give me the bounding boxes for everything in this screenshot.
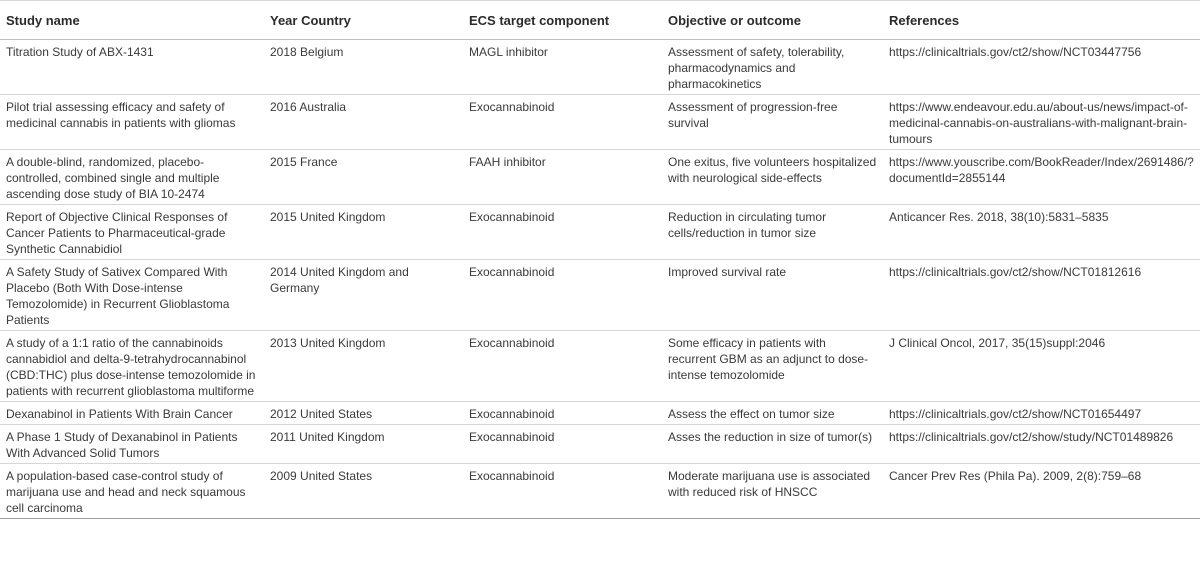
cell-ecs-target: Exocannabinoid — [463, 260, 662, 331]
cell-year-country: 2013 United Kingdom — [264, 331, 463, 402]
cell-year-country: 2015 United Kingdom — [264, 205, 463, 260]
cell-ecs-target: Exocannabinoid — [463, 402, 662, 425]
cell-study-name: Titration Study of ABX-1431 — [0, 40, 264, 95]
cell-reference: J Clinical Oncol, 2017, 35(15)suppl:2046 — [883, 331, 1200, 402]
cell-study-name: A Phase 1 Study of Dexanabinol in Patients With Advanced Solid Tumors — [0, 425, 264, 464]
cell-year-country: 2018 Belgium — [264, 40, 463, 95]
cell-reference: https://clinicaltrials.gov/ct2/show/NCT01812616 — [883, 260, 1200, 331]
header-references: References — [883, 1, 1200, 40]
cell-reference: Anticancer Res. 2018, 38(10):5831–5835 — [883, 205, 1200, 260]
cell-objective: Improved survival rate — [662, 260, 883, 331]
cell-year-country: 2016 Australia — [264, 95, 463, 150]
cell-ecs-target: Exocannabinoid — [463, 464, 662, 519]
cell-year-country: 2014 United Kingdom and Germany — [264, 260, 463, 331]
table-row — [0, 205, 1200, 260]
cell-year-country: 2011 United Kingdom — [264, 425, 463, 464]
cell-reference: https://www.youscribe.com/BookReader/Index/2691486/?documentId=2855144 — [883, 150, 1200, 205]
cell-study-name: Report of Objective Clinical Responses of Cancer Patients to Pharmaceutical-grade Synthetic Cannabidiol — [0, 205, 264, 260]
table-row — [0, 331, 1200, 402]
table-row — [0, 150, 1200, 205]
header-year-country: Year Country — [264, 1, 463, 40]
table-row — [0, 464, 1200, 519]
cell-study-name: A double-blind, randomized, placebo-controlled, combined single and multiple ascending dose study of BIA 10-2474 — [0, 150, 264, 205]
cell-reference: Cancer Prev Res (Phila Pa). 2009, 2(8):759–68 — [883, 464, 1200, 519]
cell-reference: https://www.endeavour.edu.au/about-us/news/impact-of-medicinal-cannabis-on-australians-with-malignant-brain-tumours — [883, 95, 1200, 150]
cell-objective: Reduction in circulating tumor cells/reduction in tumor size — [662, 205, 883, 260]
cell-study-name: Dexanabinol in Patients With Brain Cancer — [0, 402, 264, 425]
cell-study-name: A Safety Study of Sativex Compared With Placebo (Both With Dose-intense Temozolomide) in Recurrent Glioblastoma Patients — [0, 260, 264, 331]
cell-year-country: 2009 United States — [264, 464, 463, 519]
table-row — [0, 95, 1200, 150]
cell-ecs-target: Exocannabinoid — [463, 425, 662, 464]
cell-year-country: 2015 France — [264, 150, 463, 205]
cell-objective: Assessment of progression-free survival — [662, 95, 883, 150]
cell-year-country: 2012 United States — [264, 402, 463, 425]
cell-reference: https://clinicaltrials.gov/ct2/show/NCT03447756 — [883, 40, 1200, 95]
header-ecs-target: ECS target component — [463, 1, 662, 40]
header-row — [0, 1, 1200, 40]
table-header — [0, 1, 1200, 40]
table-row — [0, 425, 1200, 464]
header-study-name: Study name — [0, 1, 264, 40]
table-row — [0, 40, 1200, 95]
header-objective: Objective or outcome — [662, 1, 883, 40]
cell-ecs-target: MAGL inhibitor — [463, 40, 662, 95]
cell-reference: https://clinicaltrials.gov/ct2/show/study/NCT01489826 — [883, 425, 1200, 464]
cell-study-name: A study of a 1:1 ratio of the cannabinoids cannabidiol and delta-9-tetrahydrocannabinol (CBD:THC) plus dose-intense temozolomide in patients with recurrent glioblastoma multiforme — [0, 331, 264, 402]
table-row — [0, 260, 1200, 331]
cell-objective: Assess the effect on tumor size — [662, 402, 883, 425]
cell-objective: Some efficacy in patients with recurrent GBM as an adjunct to dose-intense temozolomide — [662, 331, 883, 402]
cell-study-name: Pilot trial assessing efficacy and safety of medicinal cannabis in patients with gliomas — [0, 95, 264, 150]
cell-ecs-target: FAAH inhibitor — [463, 150, 662, 205]
cell-ecs-target: Exocannabinoid — [463, 205, 662, 260]
cell-ecs-target: Exocannabinoid — [463, 95, 662, 150]
table-body — [0, 40, 1200, 519]
cell-objective: One exitus, five volunteers hospitalized with neurological side-effects — [662, 150, 883, 205]
cell-study-name: A population-based case-control study of marijuana use and head and neck squamous cell carcinoma — [0, 464, 264, 519]
cell-ecs-target: Exocannabinoid — [463, 331, 662, 402]
table-row — [0, 402, 1200, 425]
cell-reference: https://clinicaltrials.gov/ct2/show/NCT01654497 — [883, 402, 1200, 425]
cell-objective: Moderate marijuana use is associated with reduced risk of HNSCC — [662, 464, 883, 519]
cell-objective: Asses the reduction in size of tumor(s) — [662, 425, 883, 464]
cell-objective: Assessment of safety, tolerability, pharmacodynamics and pharmacokinetics — [662, 40, 883, 95]
